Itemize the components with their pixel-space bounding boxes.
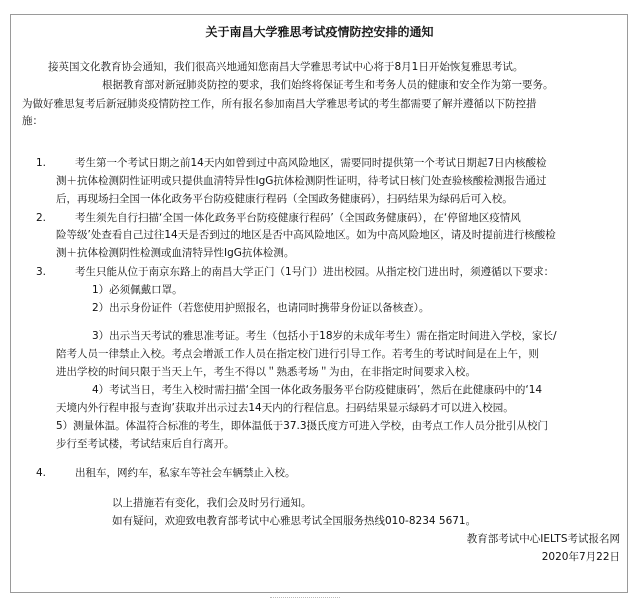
item-line: 考生第一个考试日期之前14天内如曾到过中高风险地区，需要同时提供第一个考试日期起7日内核酸检 — [75, 157, 547, 169]
item-line: 出租车，网约车，私家车等社会车辆禁止入校。 — [75, 467, 296, 479]
item-line: 1）必须佩戴口罩。 — [92, 284, 183, 296]
item-number: 1. — [36, 157, 47, 169]
item-number: 4. — [36, 467, 47, 479]
date: 2020年7月22日 — [541, 551, 620, 563]
item-line: 天境内外行程申报与查询’获取并出示过去14天内的行程信息。扫码结果显示绿码才可以进入校园。 — [56, 402, 514, 414]
item-number: 2. — [36, 212, 47, 224]
item-line: 测＋抗体检测阴性检测或血清特异性IgG抗体检测。 — [56, 247, 295, 259]
signature: 教育部考试中心IELTS考试报名网 — [466, 533, 620, 545]
item-line: 2）出示身份证件（若您使用护照报名，也请同时携带身份证以备核查）。 — [92, 302, 430, 314]
intro-line: 为做好雅思复考后新冠肺炎疫情防控工作，所有报名参加南昌大学雅思考试的考生都需要了解并遵循以下防控措 — [22, 98, 537, 110]
item-line: 险等级’处查看自己过往14天是否到过的地区是否中高风险地区。如为中高风险地区，请及时提前进行核酸检 — [56, 229, 556, 241]
item-line: 后，再现场扫全国一体化政务平台防疫健康行程码（全国政务健康码），扫码结果为绿码后可入校。 — [56, 193, 513, 205]
item-line: 4）考试当日，考生入校时需扫描‘全国一体化政务服务平台防疫健康码’，然后在此健康码中的‘14 — [92, 384, 543, 396]
closing-line: 以上措施若有变化，我们会及时另行通知。 — [112, 497, 312, 509]
item-line: 测＋抗体检测阴性证明或只提供血清特异性IgG抗体检测阴性证明，待考试日核门处查验核酸检测报告通过 — [56, 175, 547, 187]
notice-title: 关于南昌大学雅思考试疫情防控安排的通知 — [205, 25, 434, 39]
page-bottom-divider — [270, 597, 340, 603]
item-number: 3. — [36, 266, 47, 278]
intro-line: 施： — [22, 115, 43, 127]
item-line: 考生只能从位于南京东路上的南昌大学正门（1号门）进出校园。从指定校门进出时，须遵循以下要求： — [75, 266, 555, 278]
item-line: 考生须先自行扫描‘全国一体化政务平台防疫健康行程码’（全国政务健康码），在‘停留地区疫情风 — [75, 212, 521, 224]
closing-line: 如有疑问，欢迎致电教育部考试中心雅思考试全国服务热线010-8234 5671。 — [112, 515, 477, 527]
item-line: 步行至考试楼，考试结束后自行离开。 — [56, 438, 235, 450]
intro-line: 接英国文化教育协会通知，我们很高兴地通知您南昌大学雅思考试中心将于8月1日开始恢复雅思考试。 — [48, 61, 524, 73]
item-line: 3）出示当天考试的雅思准考证。考生（包括小于18岁的未成年考生）需在指定时间进入学校，家长/ — [92, 330, 557, 342]
item-line: 5）测量体温。体温符合标准的考生，即体温低于37.3摄氏度方可进入学校，由考点工作人员分批引从校门 — [56, 420, 549, 432]
intro-line: 根据教育部对新冠肺炎防控的要求，我们始终将保证考生和考务人员的健康和安全作为第一要务。 — [102, 79, 554, 91]
item-line: 陪考人员一律禁止入校。考点会增派工作人员在指定校门进行引导工作。若考生的考试时间是在上午，则 — [56, 348, 539, 360]
item-line: 进出学校的时间只限于当天上午，考生不得以＂熟悉考场＂为由，在非指定时间要求入校。 — [56, 366, 476, 378]
